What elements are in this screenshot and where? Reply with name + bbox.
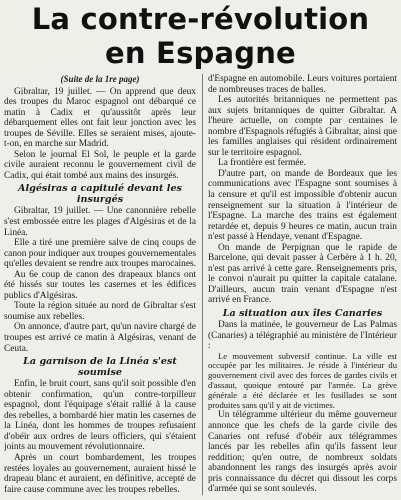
paragraph: Dans la matinée, le gouverneur de Las Palmas (Canaries) a télégraphié au ministère de l'Intérieur :: [207, 320, 397, 352]
paragraph: d'Espagne en automobile. Leurs voitures portaient de nombreuses traces de balles.: [207, 74, 397, 95]
continuation-note: (Suite de la 1re page): [60, 74, 140, 84]
headline-line-1: La contre-révolution: [31, 2, 370, 36]
paragraph: Toute la région située au nord de Gibraltar s'est soumise aux rebelles.: [4, 301, 196, 322]
paragraph: Au 6e coup de canon des drapeaux blancs ont été hissés sur toutes les casernes et les édifices publics d'Algésiras.: [4, 269, 196, 301]
paragraph: Gibraltar, 19 juillet. — On apprend que deux des troupes du Maroc espagnol ont débarqué ce matin à Cadix et qu'aussitôt après leur débarquement elles ont fait leur jonction avec les troupes de Séville. Elles se seraient mises, ajoute-t-on, en marche sur Madrid.: [4, 86, 196, 150]
paragraph: On annonce, d'autre part, qu'un navire chargé de troupes est arrivé ce matin à Algésiras, venant de Ceuta.: [4, 322, 196, 354]
paragraph: D'autre part, on mande de Bordeaux que les communications avec l'Espagne sont soumises à la censure et qu'il est impossible d'obtenir aucun renseignement sur la situation à l'intérieur de l'Espagne. La marche des trains est également retardée et, depuis 9 heures ce matin, aucun train n'est passé à Hendaye, venant d'Espagne.: [207, 168, 397, 243]
article-columns: [4, 74, 397, 495]
section-subheading: La garnison de la Linéa s'est soumise: [23, 356, 177, 379]
paragraph: Selon le journal El Sol, le peuple et la garde civile auraient reconnu le gouvernement civil de Cadix, qui était tombé aux mains des insurgés.: [4, 149, 196, 181]
left-column: [4, 74, 196, 495]
paragraph: Gibraltar, 19 juillet. — Une canonnière rebelle s'est embossée entre les plages d'Algésiras et de la Linéa.: [4, 206, 196, 238]
section-subheading: La situation aux îles Canaries: [222, 308, 383, 320]
right-column-body: [208, 74, 397, 495]
quoted-telegram: Le mouvement subversif continue. La ville est occupée par les militaires. Je réside à l'intérieur du gouvernement civil avec des forces de gardes civils et d'assaut, quoique entouré par l'armée. La grève générale a été déclarée et les fusillades se sont produites sans qu'il y ait de victimes.: [207, 350, 397, 410]
paragraph: Un télégramme ultérieur du même gouverneur annonce que les chefs de la garde civile des Canaries ont refusé d'obéir aux télégrammes lancés par les rebelles afin qu'ils fassent leur reddition; qu'en outre, de nombreux soldats abandonnent les rangs des insurgés après avoir pris connaissance du décret qui dissout les corps d'armée qui se sont soulevés.: [207, 410, 397, 495]
paragraph: Enfin, le bruit court, sans qu'il soit possible d'en obtenir confirmation, qu'un contre-torpilleur espagnol, dont l'équipage s'était rallié à la cause des rebelles, a bombardé hier matin les casernes de la Linéa, dont les hommes de troupes refusaient d'obéir aux ordres de leurs officiers, qui s'étaient joints au mouvement révolutionnaire.: [4, 379, 196, 453]
paragraph: La frontière est fermée.: [217, 158, 306, 169]
paragraph: Les autorités britanniques ne permettent pas aux sujets britanniques de quitter Gibraltar. A l'heure actuelle, on compte par centaines le nombre d'Espagnols réfugiés à Gibraltar, ainsi que les familles anglaises qui résident ordinairement sur le territoire espagnol.: [207, 95, 397, 158]
left-column-body: [4, 87, 196, 496]
section-subheading: Algésiras a capitulé devant les insurgés: [18, 183, 182, 206]
paragraph: Après un court bombardement, les troupes restées loyales au gouvernement, auraient hissé le drapeau blanc et auraient, en définitive, accepté de faire cause commune avec les troupes rebelles.: [4, 452, 196, 495]
paragraph: Elle a tiré une première salve de cinq coups de canon pour indiquer aux troupes gouvernementales qu'elles devaient se rendre aux troupes marocaines.: [4, 238, 196, 270]
paragraph: On mande de Perpignan que le rapide de Barcelone, qui devait passer à Cerbère à 1 h. 20, n'est pas arrivé à cette gare. Renseignements pris, le convoi n'aurait pu quitter la capitale catalane. D'ailleurs, aucun train venant d'Espagne n'est arrivé en France.: [207, 242, 397, 306]
headline-line-2: en Espagne: [105, 36, 296, 70]
right-column: [202, 74, 397, 495]
